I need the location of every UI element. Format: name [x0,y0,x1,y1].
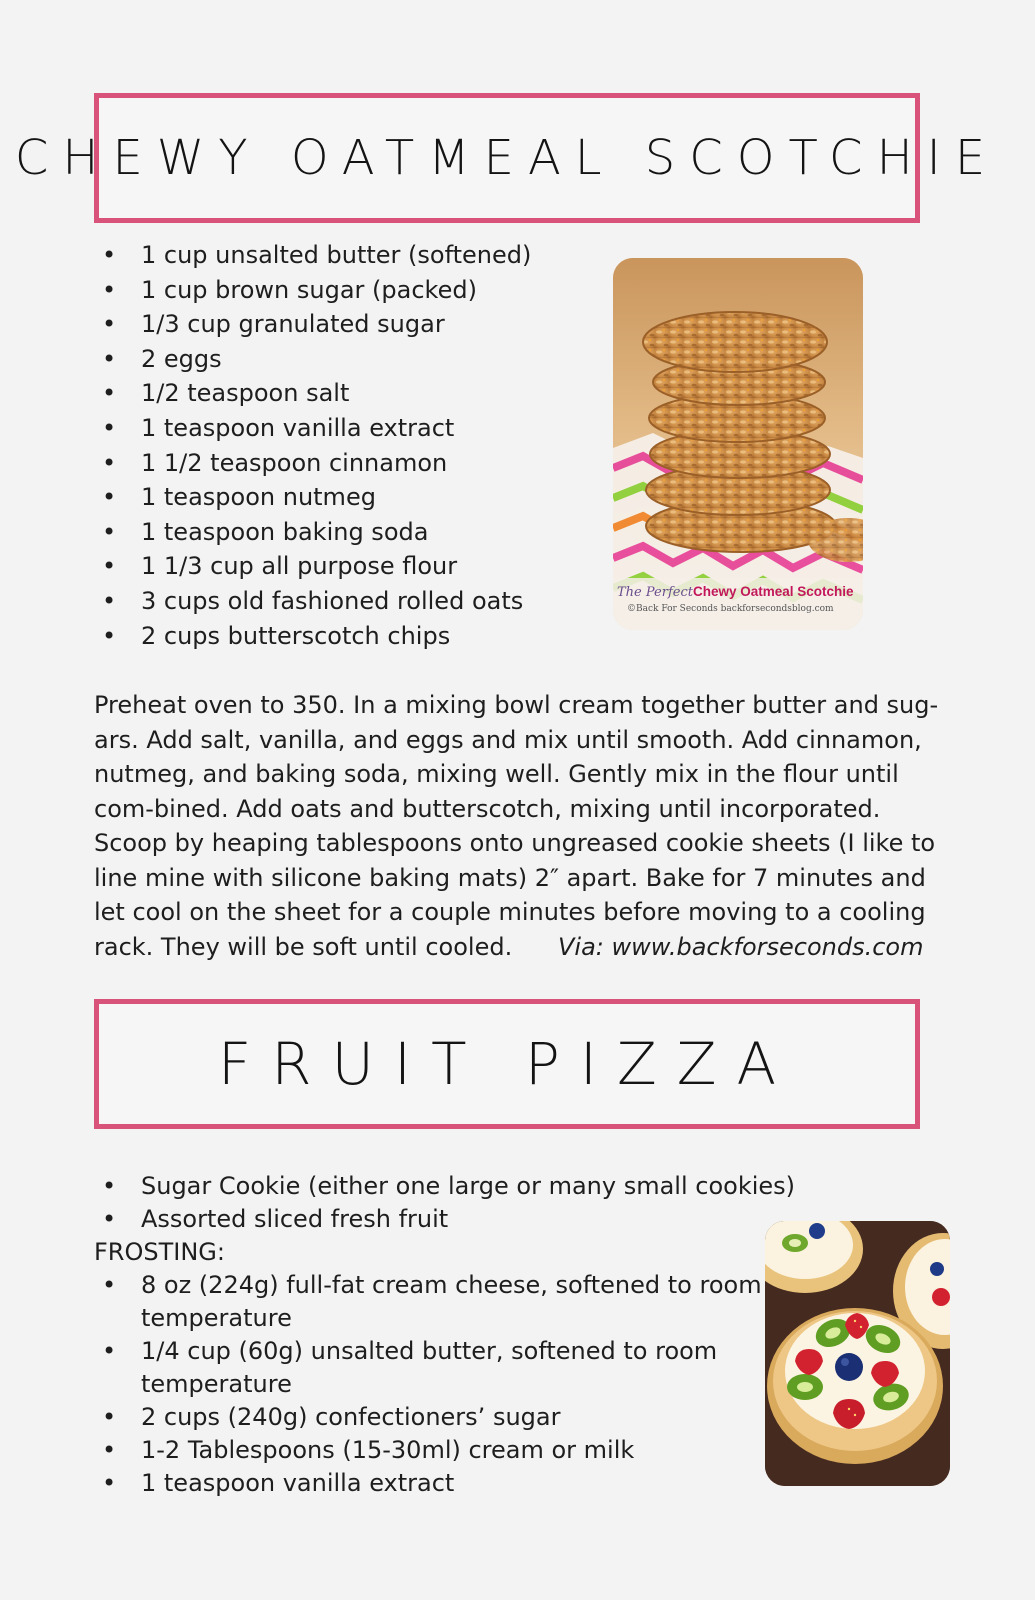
list-item: • 2 eggs [94,342,531,377]
photo-credit: ©Back For Seconds backforsecondsblog.com [627,604,834,614]
fruit-pizza-photo [765,1221,950,1486]
list-item: • 1-2 Tablespoons (15-30ml) cream or milk [94,1434,781,1467]
list-item: • 3 cups old fashioned rolled oats [94,584,531,619]
list-item: • Sugar Cookie (either one large or many small cookies) [94,1170,795,1203]
list-item: • 1/4 cup (60g) unsalted butter, softened to room temperature [94,1335,781,1401]
recipe1-instructions-text: Scoop by heaping tablespoons onto ungreased cookie sheets (I like to line mine with silicone baking mats) 2″ apart. Bake for 7 minutes and let cool on the sheet for a couple minutes before moving to a cooling rack. They will be soft until cooled. [94,829,936,961]
cookie-stack-illustration [613,258,863,630]
list-item: • 1 teaspoon nutmeg [94,480,531,515]
list-item: • 1 1/3 cup all purpose flour [94,549,531,584]
recipe1-instructions-paragraph-2 [94,826,944,964]
list-item: • Assorted sliced fresh fruit [94,1203,795,1236]
cookie-stack-photo [613,258,863,630]
photo-caption-script: The Perfect [617,585,693,600]
list-item: • 8 oz (224g) full-fat cream cheese, softened to room temperature [94,1269,781,1335]
recipe2-title: FRUIT PIZZA [217,1030,797,1098]
list-item: • 1/3 cup granulated sugar [94,307,531,342]
list-item: • 1 teaspoon vanilla extract [94,1467,781,1500]
list-item: • 1 1/2 teaspoon cinnamon [94,446,531,481]
recipe1-title: CHEWY OATMEAL SCOTCHIE [14,130,1000,186]
list-item: • 1 cup unsalted butter (softened) [94,238,531,273]
list-item: • 1 cup brown sugar (packed) [94,273,531,308]
recipe2-title-box [94,999,920,1129]
frosting-heading: FROSTING: [94,1238,225,1266]
list-item: • 2 cups butterscotch chips [94,619,531,654]
recipe1-ingredient-list [94,238,531,653]
fruit-pizza-illustration [765,1221,950,1486]
frosting-ingredient-list [94,1269,781,1500]
list-item: • 1 teaspoon vanilla extract [94,411,531,446]
list-item: • 1/2 teaspoon salt [94,376,531,411]
source-credit: Via: www.backforseconds.com [557,932,924,961]
list-item: • 2 cups (240g) confectioners’ sugar [94,1401,781,1434]
recipe1-title-box [14,93,1000,223]
list-item: • 1 teaspoon baking soda [94,515,531,550]
photo-caption-bold: Chewy Oatmeal Scotchie [693,584,854,599]
recipe1-instructions-paragraph: Preheat oven to 350. In a mixing bowl cream together butter and sug-ars. Add salt, vanilla, and eggs and mix until smooth. Add cinnamon, nutmeg, and baking soda, mixing well. Gently mix in the flour until com-bined. Add oats and butterscotch, mixing until incorporated. [94,691,939,823]
recipe2-ingredient-list [94,1170,795,1236]
